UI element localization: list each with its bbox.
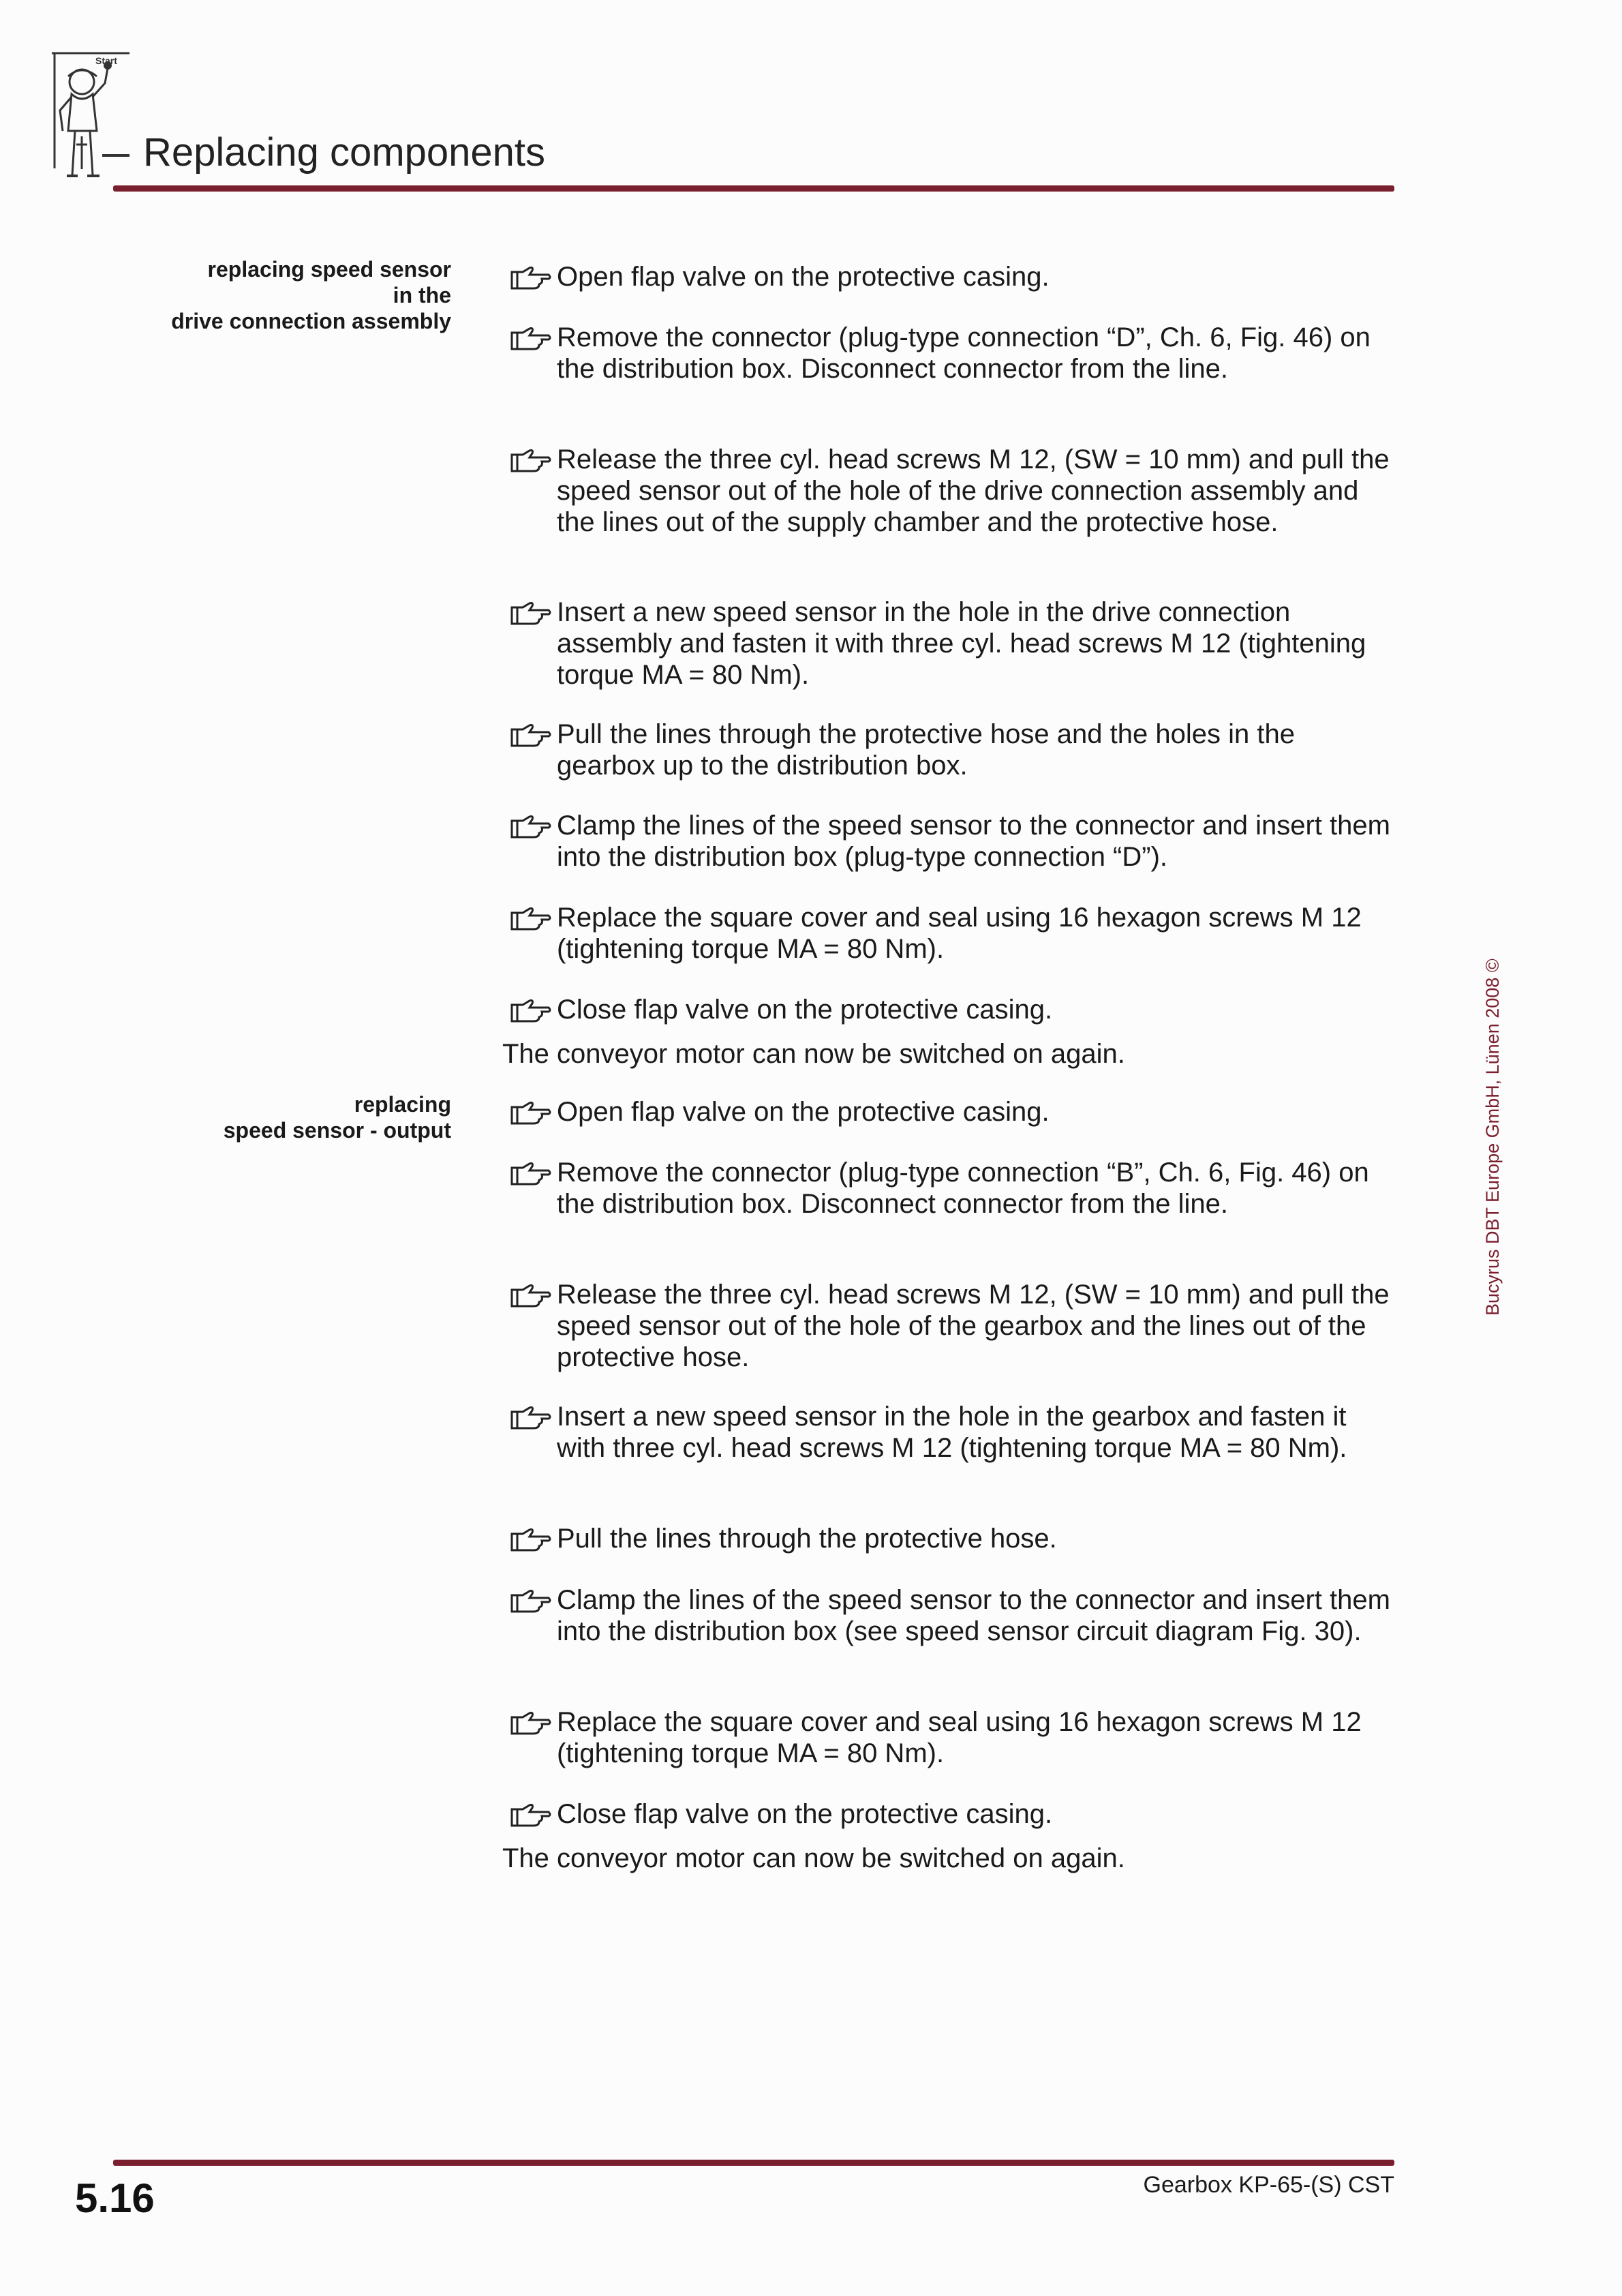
step-text: Replace the square cover and seal using 16 hexagon screws M 12 (tightening torque MA = 80 Nm). — [557, 1707, 1362, 1768]
pointing-hand-icon — [509, 1523, 551, 1554]
step-item — [502, 1401, 1395, 1464]
header-rule — [113, 185, 1394, 192]
step-text: Insert a new speed sensor in the hole in the gearbox and fasten it with three cyl. head screws M 12 (tightening torque MA = 80 Nm). — [557, 1402, 1347, 1463]
pointing-hand-icon — [509, 1584, 551, 1616]
step-text: Remove the connector (plug-type connection “B”, Ch. 6, Fig. 46) on the distribution box. Disconnect connector from the line. — [557, 1158, 1369, 1219]
page-title: Replacing components — [143, 130, 546, 175]
pointing-hand-icon — [509, 994, 551, 1025]
section-label-drive-connection: replacing speed sensor in the drive connection assembly — [171, 257, 451, 333]
step-text: Clamp the lines of the speed sensor to the connector and insert them into the distribution box (plug-type connection “D”). — [557, 811, 1390, 872]
step-item — [502, 1279, 1395, 1373]
pointing-hand-icon — [509, 810, 551, 841]
step-item — [502, 994, 1395, 1025]
pointing-hand-icon — [509, 261, 551, 292]
copyright-note: Bucyrus DBT Europe GmbH, Lünen 2008 © — [1482, 958, 1503, 1316]
step-item — [502, 1798, 1395, 1830]
step-item — [502, 902, 1395, 965]
pointing-hand-icon — [509, 1279, 551, 1310]
step-text: Close flap valve on the protective casing. — [557, 995, 1053, 1025]
pointing-hand-icon — [509, 1157, 551, 1188]
logo-start-text: Start — [95, 55, 117, 66]
step-text: Close flap valve on the protective casing. — [557, 1799, 1053, 1829]
step-item — [502, 1157, 1395, 1220]
pointing-hand-icon — [509, 719, 551, 750]
pointing-hand-icon — [509, 1401, 551, 1432]
section-note: The conveyor motor can now be switched on again. — [502, 1039, 1125, 1069]
step-item — [502, 810, 1395, 873]
step-item — [502, 322, 1395, 384]
pointing-hand-icon — [509, 444, 551, 475]
section-note: The conveyor motor can now be switched on again. — [502, 1843, 1125, 1873]
title-dash — [102, 154, 129, 157]
worker-logo-icon — [48, 49, 136, 185]
section-label-output: replacing speed sensor - output — [223, 1092, 451, 1143]
pointing-hand-icon — [509, 322, 551, 353]
step-text: Remove the connector (plug-type connection “D”, Ch. 6, Fig. 46) on the distribution box. Disconnect connector from the line. — [557, 322, 1371, 384]
pointing-hand-icon — [509, 1798, 551, 1830]
page-number: 5.16 — [75, 2175, 155, 2221]
step-item — [502, 261, 1395, 292]
step-text: Pull the lines through the protective hose. — [557, 1524, 1057, 1554]
pointing-hand-icon — [509, 1096, 551, 1128]
step-item — [502, 596, 1395, 691]
pointing-hand-icon — [509, 596, 551, 628]
step-item — [502, 1706, 1395, 1769]
pointing-hand-icon — [509, 1706, 551, 1738]
step-text: Clamp the lines of the speed sensor to the connector and insert them into the distribution box (see speed sensor circuit diagram Fig. 30). — [557, 1585, 1390, 1646]
step-text: Pull the lines through the protective hose and the holes in the gearbox up to the distribution box. — [557, 719, 1295, 781]
step-item — [502, 1584, 1395, 1647]
step-text: Replace the square cover and seal using 16 hexagon screws M 12 (tightening torque MA = 80 Nm). — [557, 903, 1362, 964]
document-name: Gearbox KP-65-(S) CST — [1143, 2172, 1394, 2198]
footer-rule — [113, 2160, 1394, 2166]
step-text: Open flap valve on the protective casing. — [557, 1097, 1050, 1127]
step-text: Insert a new speed sensor in the hole in the drive connection assembly and fasten it with three cyl. head screws M 12 (tightening torque MA = 80 Nm). — [557, 597, 1366, 690]
step-text: Open flap valve on the protective casing. — [557, 262, 1050, 292]
step-item — [502, 1523, 1395, 1554]
step-text: Release the three cyl. head screws M 12, (SW = 10 mm) and pull the speed sensor out of the hole of the drive connection assembly and the lines out of the supply chamber and the protective hose. — [557, 444, 1390, 537]
step-item — [502, 1096, 1395, 1128]
step-item — [502, 719, 1395, 781]
step-text: Release the three cyl. head screws M 12, (SW = 10 mm) and pull the speed sensor out of the hole of the gearbox and the lines out of the protective hose. — [557, 1280, 1390, 1372]
step-item — [502, 444, 1395, 538]
pointing-hand-icon — [509, 902, 551, 933]
